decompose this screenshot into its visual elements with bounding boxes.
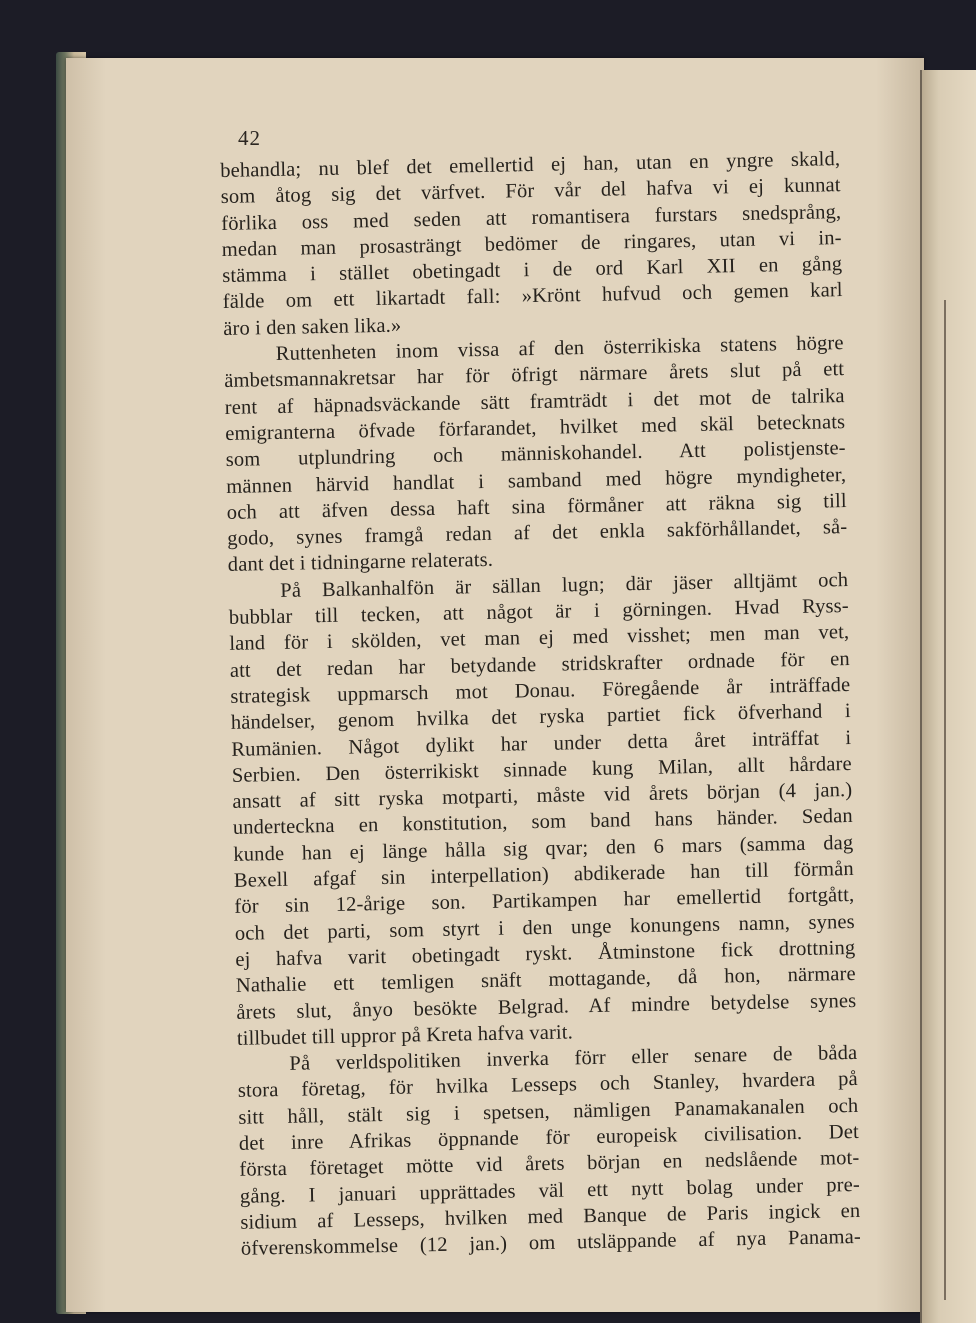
text-line: årets slut, ånyo besökte Belgrad. Af mindre betydelse synes <box>236 989 857 1024</box>
text-line: Nathalie ett temligen snäft mottagande, då hon, närmare <box>235 963 856 998</box>
text-line: behandla; nu blef det emellertid ej han, utan en yngre skald, <box>220 148 841 182</box>
page-number: 42 <box>238 126 261 150</box>
text-line: männen härvid handlat i samband med högre myndigheter, <box>226 463 847 498</box>
text-line: land för i skölden, vet man ej med visshet; men man vet, <box>229 621 850 656</box>
text-line: som utplundring och människohandel. Att polistjenste- <box>225 437 846 472</box>
text-line: kunde han ej länge hålla sig qvar; den 6 mars (samma dag <box>233 831 854 866</box>
text-line: Rumänien. Något dylikt har under detta året inträffat i <box>231 726 852 761</box>
text-line: stämma i stället obetingadt i de ord Karl XII en gång <box>222 253 843 288</box>
text-line: ansatt af sitt ryska motparti, måste vid årets början (4 jan.) <box>232 779 853 814</box>
facing-page-edge <box>920 70 976 1323</box>
paragraph-start-line: På Balkanhalfön är sällan lugn; där jäser alltjämt och <box>280 568 849 602</box>
paragraph-end-line: dant det i tidningarne relaterats. <box>227 549 494 577</box>
text-line: som åtog sig det värfvet. För vår del hafva vi ej kunnat <box>220 174 841 209</box>
text-line: händelser, genom hvilka det ryska partiet fick öfverhand i <box>230 700 851 735</box>
paragraph-end-line: tillbudet till uppror på Kreta hafva varit. <box>236 1021 574 1050</box>
text-line: godo, synes framgå redan af det enkla sakförhållandet, så- <box>227 516 848 551</box>
text-line: att det redan har betydande stridskrafter ordnade för en <box>229 647 850 682</box>
text-line: sidium af Lesseps, hvilken med Banque de Paris ingick en <box>240 1199 861 1234</box>
text-line: emigranterna öfvade förfarandet, hvilket med skäl betecknats <box>225 411 846 445</box>
text-line: rent af häpnadsväckande sätt framträdt i det mot de talrika <box>224 384 845 419</box>
text-line: och att äfven dessa haft sina förmåner att räkna sig till <box>226 489 847 524</box>
text-line: medan man prosasträngt bedömer de ringares, utan vi in- <box>221 226 842 261</box>
text-line: stora företag, för hvilka Lesseps och Stanley, hvardera på <box>237 1068 859 1103</box>
body-text <box>220 146 861 1262</box>
text-line: fälde om ett likartadt fall: »Krönt hufvud och gemen karl <box>222 279 843 314</box>
paragraph-end-line: äro i den saken lika.» <box>223 314 402 340</box>
text-line: underteckna en konstitution, som band hans händer. Sedan <box>232 805 853 840</box>
paragraph-start-line: Ruttenheten inom vissa af den österrikiska statens högre <box>275 332 844 366</box>
text-line: strategisk uppmarsch mot Donau. Föregående år inträffade <box>230 673 851 708</box>
text-line: förlika oss med seden att romantisera furstars snedsprång, <box>221 200 842 235</box>
text-line: ämbetsmannakretsar har för öfrigt närmare årets slut på ett <box>224 358 845 393</box>
text-line: Bexell afgaf sin interpellation) abdikerade han till förmån <box>233 857 854 892</box>
text-line: för sin 12-årige son. Partikampen har emellertid fortgått, <box>234 884 855 919</box>
text-line: bubblar till tecken, att något är i görningen. Hvad Ryss- <box>228 595 849 629</box>
text-line: Serbien. Den österrikiskt sinnade kung Milan, allt hårdare <box>231 752 852 787</box>
text-line: gång. I januari upprättades väl ett nytt bolag under pre- <box>239 1173 861 1208</box>
text-line: sitt håll, stält sig i spetsen, nämligen Panamakanalen och <box>238 1094 859 1129</box>
text-line: första företaget mötte vid årets början en nedslående mot- <box>239 1147 860 1182</box>
text-line: öfverenskommelse (12 jan.) om utsläppande af nya Panama- <box>240 1226 862 1260</box>
text-line: det inre Afrikas öppnande för europeisk civilisation. Det <box>238 1120 860 1155</box>
paragraph-start-line: På verldspolitiken inverka förr eller senare de båda <box>289 1042 858 1075</box>
text-line: och det parti, som styrt i den unge konungens namn, synes <box>234 910 855 945</box>
facing-page-rule <box>944 300 946 1300</box>
text-line: ej hafva varit obetingadt ryskt. Åtminstone fick drottning <box>235 936 856 971</box>
